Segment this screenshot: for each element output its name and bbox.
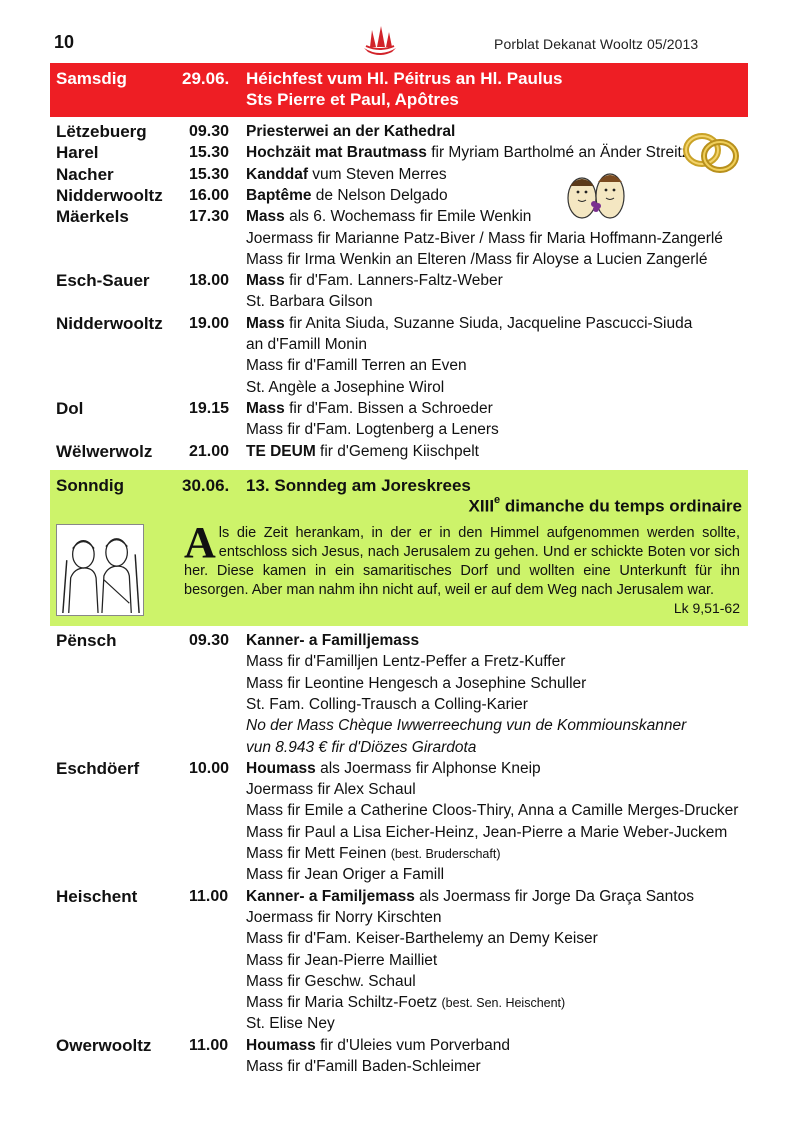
schedule-time: 10.00 [189,759,230,777]
schedule-note: No der Mass Chèque Iwwerreechung vun de Kommiounskanner [246,717,687,735]
schedule-sponsor: (best. Sen. Heischent) [441,996,566,1011]
schedule-place: Nacher [56,164,114,184]
schedule-place: Owerwooltz [56,1035,152,1055]
schedule-intention: fir d'Gemeng Kiischpelt [315,442,479,460]
sunday-feast-lu: 13. Sonndeg am Joreskrees [246,476,471,495]
schedule-place: Pënsch [56,631,117,650]
schedule-description [246,164,447,185]
schedule-description [246,355,467,376]
schedule-intention: Joermass fir Marianne Patz-Biver / Mass fir Maria Hoffmann-Zangerlé [246,229,723,247]
schedule-intention: Mass fir Mett Feinen [246,845,391,862]
schedule-time: 09.30 [189,123,230,140]
schedule-intention: fir d'Fam. Bissen a Schroeder [284,399,493,417]
schedule-place: Eschdöerf [56,758,140,778]
schedule-description [246,737,476,758]
schedule-description [246,270,503,291]
sunday-header-band [50,470,748,626]
schedule-description [246,907,442,928]
schedule-intention: Mass fir Emile a Catherine Cloos-Thiry, Anna a Camille Merges-Drucker [246,802,739,820]
schedule-time: 17.30 [189,208,230,226]
schedule-description [246,928,598,949]
schedule-intention: St. Elise Ney [246,1015,335,1033]
sunday-date-label: 30.06. [182,476,230,495]
gospel-passage [184,518,740,600]
schedule-description [246,630,419,651]
schedule-description [246,1035,510,1056]
parish-logo-icon [358,22,402,58]
schedule-intention: Mass fir Maria Schiltz-Foetz [246,994,442,1012]
schedule-description [246,822,727,843]
schedule-time: 21.00 [189,442,230,460]
schedule-description [246,334,367,355]
schedule-intention: als 6. Wochemass fir Emile Wenkin [284,208,532,226]
schedule-time: 16.00 [189,186,230,204]
schedule-intention: Mass fir Jean-Pierre Mailliet [246,951,438,969]
schedule-service-type: Kanner- a Familljemass [246,632,420,649]
schedule-intention: an d'Famill Monin [246,336,367,353]
schedule-intention: St. Fam. Colling-Trausch a Colling-Karier [246,695,528,713]
schedule-service-type: Mass [246,208,285,226]
schedule-place: Dol [56,398,84,418]
schedule-intention: St. Angèle a Josephine Wirol [246,378,445,396]
schedule-intention: Mass fir Geschw. Schaul [246,972,416,990]
schedule-description [246,800,738,821]
schedule-intention: Mass fir d'Fam. Keiser-Barthelemy an Demy Keiser [246,930,598,948]
schedule-description [246,1056,481,1077]
schedule-description [246,1013,335,1034]
schedule-description [246,377,444,398]
schedule-intention: fir d'Fam. Lanners-Faltz-Weber [284,272,503,290]
schedule-intention: Joermass fir Alex Schaul [246,781,416,799]
schedule-intention: vum Steven Merres [308,165,447,183]
schedule-service-type: Priesterwei an der Kathedral [246,123,456,140]
schedule-description [246,758,541,779]
schedule-time: 15.30 [189,165,230,183]
schedule-place: Nidderwooltz [56,185,163,205]
schedule-service-type: Kanner- a Familjemass [246,887,415,905]
schedule-description [246,971,416,992]
saturday-date-label: 29.06. [182,69,230,88]
schedule-service-type: Mass [246,272,285,290]
schedule-service-type: Mass [246,399,285,417]
schedule-description [246,121,455,142]
schedule-intention: Mass fir d'Famill Terren an Even [246,357,467,375]
schedule-description [246,313,692,334]
schedule-intention: Mass fir Leontine Hengesch a Josephine Schuller [246,674,587,692]
schedule-place: Esch-Sauer [56,271,150,291]
schedule-service-type: Hochzäit mat Brautmass [246,144,427,162]
saturday-feast-lu: Héichfest vum Hl. Péitrus an Hl. Paulus [246,69,563,88]
schedule-description [246,142,690,163]
schedule-intention: als Joermass fir Jorge Da Graça Santos [414,887,694,905]
saturday-header-band [50,63,748,117]
schedule-description [246,206,531,227]
page-number: 10 [54,32,75,52]
schedule-intention: Mass fir Irma Wenkin an Elteren /Mass fir Aloyse a Lucien Zangerlé [246,250,708,268]
schedule-description [246,886,694,907]
schedule-intention: fir Anita Siuda, Suzanne Siuda, Jacqueline Pascucci-Siuda [284,314,693,332]
schedule-place: Wëlwerwolz [56,441,153,461]
schedule-description [246,864,444,885]
schedule-time: 09.30 [189,632,230,649]
disciples-illustration-icon [56,524,144,616]
schedule-intention: Mass fir d'Familljen Lentz-Peffer a Fretz-Kuffer [246,653,566,671]
schedule-description [246,843,500,864]
schedule-intention: Mass fir Jean Origer a Famill [246,866,445,884]
sunday-feast-fr: XIIIe dimanche du temps ordinaire [468,494,742,516]
schedule-time: 11.00 [189,887,229,905]
schedule-description [246,950,437,971]
schedule-description [246,291,373,312]
saturday-day-label: Samsdig [56,69,127,88]
schedule-intention: fir Myriam Bartholmé an Änder Streitz [426,144,690,162]
schedule-intention: Joermass fir Norry Kirschten [246,908,442,926]
schedule-sponsor: (best. Bruderschaft) [390,847,501,861]
schedule-service-type: Houmass [246,759,316,777]
schedule-description [246,673,586,694]
schedule-time: 19.15 [189,399,230,417]
schedule-place: Lëtzebuerg [56,122,147,141]
schedule-description [246,228,723,249]
gospel-dropcap: A [184,518,216,567]
schedule-place: Heischent [56,886,138,906]
schedule-intention: de Nelson Delgado [311,186,448,204]
schedule-description [246,419,499,440]
schedule-time: 15.30 [189,144,230,162]
schedule-description [246,398,493,419]
schedule-service-type: Kanddaf [246,165,308,183]
schedule-intention: St. Barbara Gilson [246,293,373,311]
baptism-couple-icon [564,164,630,220]
schedule-time: 11.00 [189,1036,229,1054]
schedule-note: vun 8.943 € fir d'Diözes Girardota [246,738,477,756]
schedule-description [246,441,479,462]
wedding-rings-icon [680,128,742,176]
schedule-intention: Mass fir d'Famill Baden-Schleimer [246,1058,481,1075]
schedule-service-type: Mass [246,314,285,332]
schedule-place: Mäerkels [56,207,129,227]
gospel-reference: Lk 9,51-62 [673,600,740,616]
gospel-body: ls die Zeit herankam, in der er in den Himmel aufgenommen werden sollte, entschloss sich Jesus, nach Jerusalem zu gehen. Und er schickte Boten vor sich her. Diese kamen in ein samaritisches Dorf und wollten eine Unterkunft für ihn besorgen. Aber man nahm ihn nicht auf, weil er auf dem Weg nach Jerusalem war. [184,525,740,598]
schedule-place: Nidderwooltz [56,313,163,333]
schedule-description [246,779,416,800]
schedule-service-type: Houmass [246,1036,316,1054]
schedule-intention: fir d'Uleies vum Porverband [315,1036,510,1054]
schedule-service-type: TE DEUM [246,442,316,460]
schedule-intention: als Joermass fir Alphonse Kneip [315,759,541,777]
schedule-place: Harel [56,143,99,163]
schedule-description [246,651,565,672]
schedule-description [246,185,448,206]
schedule-intention: Mass fir d'Fam. Logtenberg a Leners [246,421,499,439]
publication-title: Porblat Dekanat Wooltz 05/2013 [494,36,699,52]
schedule-service-type: Baptême [246,186,312,204]
schedule-time: 19.00 [189,314,230,332]
saturday-feast-fr: Sts Pierre et Paul, Apôtres [246,90,459,109]
schedule-time: 18.00 [189,272,230,290]
schedule-description [246,992,565,1013]
schedule-description [246,715,686,736]
schedule-description [246,249,707,270]
schedule-intention: Mass fir Paul a Lisa Eicher-Heinz, Jean-Pierre a Marie Weber-Juckem [246,823,728,841]
schedule-description [246,694,528,715]
sunday-day-label: Sonndig [56,476,124,495]
